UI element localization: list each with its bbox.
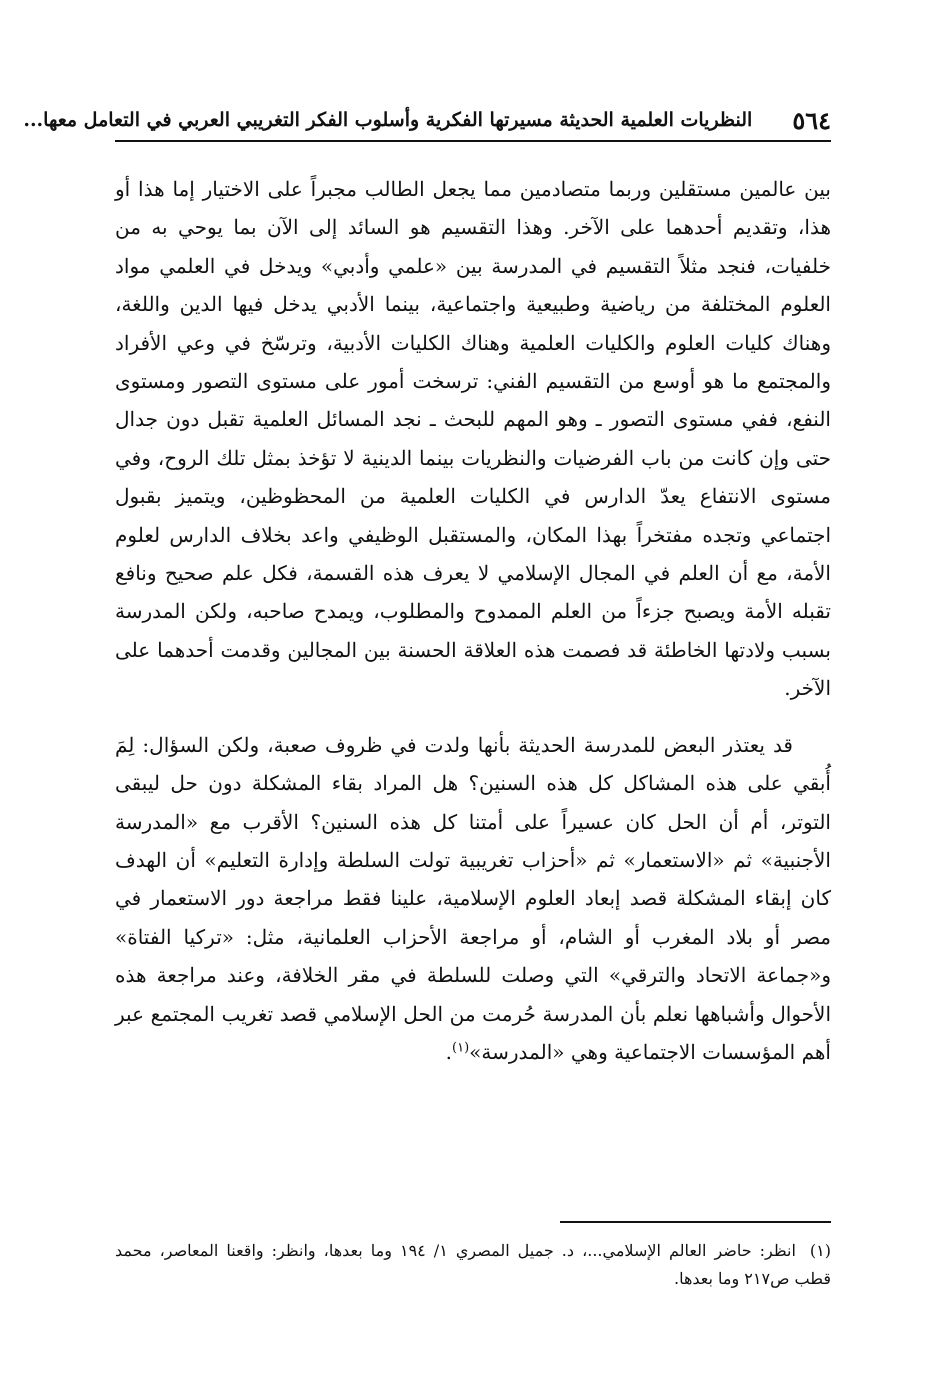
footnote-text: انظر: حاضر العالم الإسلامي...، د. جميل المصري ١/ ١٩٤ وما بعدها، وانظر: واقعنا المعاصر، محمد قطب ص٢١٧ وما بعدها. xyxy=(115,1241,831,1288)
body-text xyxy=(115,170,831,1071)
footnote xyxy=(115,1237,831,1293)
running-title: النظريات العلمية الحديثة مسيرتها الفكرية وأسلوب الفكر التغريبي العربي في التعامل معها... xyxy=(23,109,753,131)
paragraph xyxy=(115,726,831,1072)
page-header xyxy=(23,100,831,142)
footnote-separator xyxy=(560,1221,831,1223)
paragraph-end: . xyxy=(445,1039,453,1064)
paragraph-text: قد يعتذر البعض للمدرسة الحديثة بأنها ولدت في ظروف صعبة، ولكن السؤال: لِمَ أُبقي على هذه المشاكل كل هذه السنين؟ هل المراد بقاء المشكلة دون حل ليبقى التوتر، أم أن الحل كان عسيراً على أمتنا كل هذه السنين؟ الأقرب مع «المدرسة الأجنبية» ثم «الاستعمار» ثم «أحزاب تغريبية تولت السلطة وإدارة التعليم» أن الهدف كان إبقاء المشكلة قصد إبعاد العلوم الإسلامية، علينا فقط مراجعة دور الاستعمار في مصر أو بلاد المغرب أو الشام، أو مراجعة الأحزاب العلمانية، مثل: «تركيا الفتاة» و«جماعة الاتحاد والترقي» التي وصلت للسلطة في مقر الخلافة، وعند مراجعة هذه الأحوال وأشباهها نعلم بأن المدرسة حُرمت من الحل الإسلامي قصد تغريب المجتمع عبر أهم المؤسسات الاجتماعية وهي «المدرسة» xyxy=(115,732,831,1064)
page-number: ٥٦٤ xyxy=(792,105,831,135)
paragraph: بين عالمين مستقلين وربما متصادمين مما يجعل الطالب مجبراً على الاختيار إما هذا أو هذا، وتقديم أحدهما على الآخر. وهذا التقسيم هو السائد إلى الآن بما يوحي به من خلفيات، فنجد مثلاً التقسيم في المدرسة بين «علمي وأدبي» ويدخل في العلمي مواد العلوم المختلفة من رياضية وطبيعية واجتماعية، بينما الأدبي يدخل فيها الدين واللغة، وهناك كليات العلوم والكليات العلمية وهناك الكليات الأدبية، وترسّخ في وعي الأفراد والمجتمع ما هو أوسع من التقسيم الفني: ترسخت أمور على مستوى التصور ومستوى النفع، ففي مستوى التصور ـ وهو المهم للبحث ـ نجد المسائل العلمية تقبل دون جدال حتى وإن كانت من باب الفرضيات والنظريات بينما الدينية لا تؤخذ بمثل تلك الروح، وفي مستوى الانتفاع يعدّ الدارس في الكليات العلمية من المحظوظين، ويتميز بقبول اجتماعي وتجده مفتخراً بهذا المكان، والمستقبل الوظيفي واعد بخلاف الدارس لعلوم الأمة، مع أن العلم في المجال الإسلامي لا يعرف هذه القسمة، فكل علم صحيح ونافع تقبله الأمة ويصبح جزءاً من العلم الممدوح والمطلوب، ويمدح صاحبه، ولكن المدرسة بسبب ولادتها الخاطئة قد فصمت هذه العلاقة الحسنة بين المجالين وقدمت أحدهما على الآخر. xyxy=(115,177,831,701)
footnote-reference[interactable]: (١) xyxy=(452,1040,470,1056)
footnote-mark: (١) xyxy=(809,1241,831,1260)
